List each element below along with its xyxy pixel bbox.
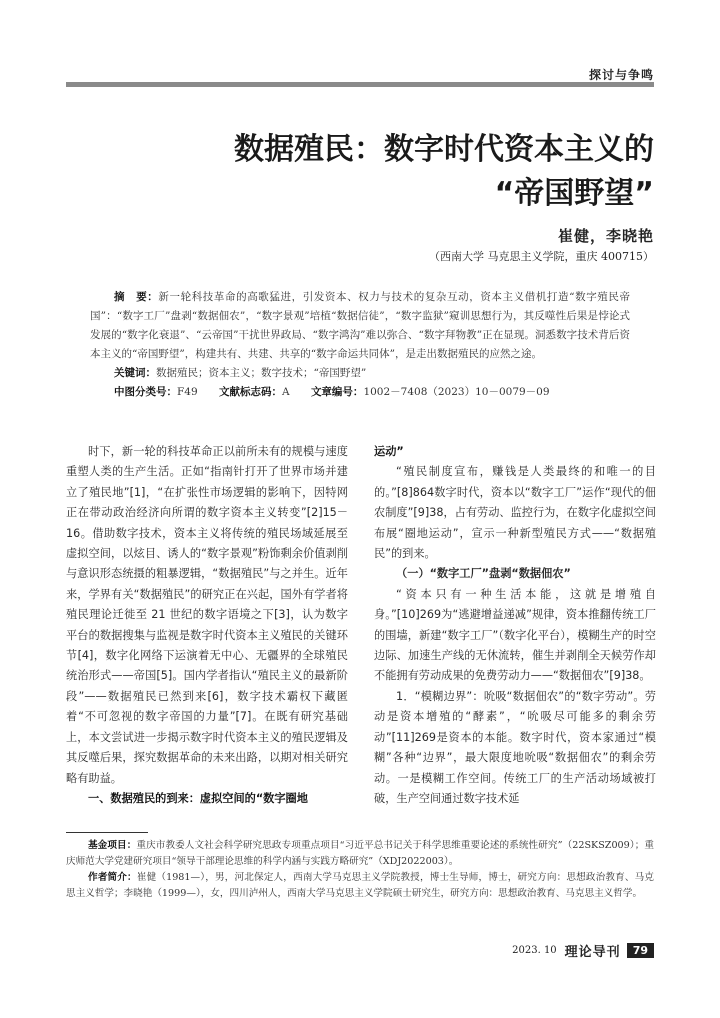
abstract-block [90, 288, 630, 402]
title-line-2: “帝国野望” [494, 176, 654, 211]
abstract-text: 新一轮科技革命的高歌猛进，引发资本、权力与技术的复杂互动，资本主义借机打造“数字殖民帝国”：“数字工厂”盘剥“数据佃农”，“数字景观”培植“数据信徒”，“数字监狱”窥训思想行为，其反噬性后果是悖论式发展的“数字化衰退”、“云帝国”干扰世界政局、“数字鸿沟”难以弥合、“数字拜物教”正在显现。洞悉数字技术背后资本主义的“帝国野望”，构建共有、共建、共享的“数字命运共同体”，是走出数据殖民的应然之途。 [90, 291, 630, 360]
footnote-rule [66, 832, 148, 833]
left-column [66, 442, 348, 832]
fund-note [66, 838, 654, 870]
keywords [90, 364, 630, 383]
abstract [90, 288, 630, 364]
fund-text: 重庆市教委人文社会科学研究思政专项重点项目“习近平总书记关于科学思维重要论述的系统性研究”（22SKSZ009）；重庆师范大学党建研究项目“领导干部理论思维的科学内涵与实践方略研究”（XDJ2022003）。 [66, 840, 654, 867]
section-heading-1-continued: 运动” [374, 445, 404, 458]
doc-code-label: 文献标志码： [219, 386, 282, 398]
page-footer [512, 941, 654, 960]
article-no-value: 1002－7408（2023）10－0079－09 [363, 386, 550, 398]
doc-code-value: A [282, 386, 290, 398]
fund-label: 基金项目： [88, 840, 137, 851]
right-column [374, 442, 656, 832]
subsection-heading: （一）“数字工厂”盘剥“数据佃农” [396, 567, 571, 581]
keywords-text: 数据殖民；资本主义；数字技术；“帝国野望” [156, 367, 367, 379]
journal-name: 理论导刊 [564, 945, 621, 960]
article-no-label: 文章编号： [310, 386, 364, 398]
authors: 崔健，李晓艳 [557, 227, 654, 245]
body-paragraph: 时下，新一轮的科技革命正以前所未有的规模与速度重塑人类的生产生活。正如“指南针打开了世界市场并建立了殖民地”[1]，“在扩张性市场逻辑的影响下，因特网正在带动政治经济向所谓的数字资本主义转变”[2]15－16。借助数字技术，资本主义将传统的殖民场域延展至虚拟空间，以炫目、诱人的“数字景观”粉饰剩余价值剥削与意识形态统摄的粗暴逻辑，“数据殖民”与之并生。近年来，学界有关“数据殖民”的研究正在兴起，国外有学者将殖民理论迁徙至 21 世纪的数字语境之下[3]，认为数字平台的数据搜集与监视是数字时代资本主义殖民的关键环节[4]，数字化网络下运演着无中心、无疆界的全球殖民统治形式——帝国[5]。国内学者指认“殖民主义的最新阶段”——数据殖民已然到来[6]，数字技术霸权下藏匿着“不可忽视的数字帝国的力量”[7]。在既有研究基础上，本文尝试进一步揭示数字时代资本主义的殖民逻辑及其反噬后果，探究数据革命的未来出路，以期对相关研究略有助益。 [66, 445, 348, 785]
affiliation: （西南大学 马克思主义学院，重庆 400715） [429, 250, 654, 263]
section-header: 探讨与争鸣 [588, 68, 654, 82]
header-rule [66, 82, 654, 87]
section-heading-1: 一、数据殖民的到来：虚拟空间的“数字圈地 [88, 791, 308, 805]
abstract-label: 摘 要： [114, 291, 159, 303]
title-line-1: 数据殖民：数字时代资本主义的 [234, 132, 654, 167]
classification-line [90, 383, 630, 402]
footnotes [66, 838, 654, 902]
body-columns [66, 442, 656, 832]
body-paragraph: “殖民制度宣布，赚钱是人类最终的和唯一的目的。”[8]864数字时代，资本以“数字工厂”运作“现代的佃农制度”[9]38，占有劳动、监控行为，在数字化虚拟空间布展“圈地运动”，宣示一种新型殖民方式——“数据殖民”的到来。 [374, 465, 657, 561]
author-note [66, 870, 654, 902]
keywords-label: 关键词： [114, 367, 156, 379]
clc-value: F49 [177, 386, 198, 398]
article-title [94, 128, 654, 216]
page-number: 79 [627, 943, 654, 958]
author-note-text: 崔健（1981—），男，河北保定人，西南大学马克思主义学院教授，博士生导师，博士，研究方向：思想政治教育、马克思主义哲学；李晓艳（1999—），女，四川泸州人，西南大学马克思主义学院硕士研究生，研究方向：思想政治教育、马克思主义哲学。 [66, 872, 655, 899]
clc-label: 中图分类号： [114, 386, 177, 398]
body-paragraph: 1．“模糊边界”：吮吸“数据佃农”的“数字劳动”。劳动是资本增殖的“酵素”，“吮吸尽可能多的剩余劳动”[11]269是资本的本能。数字时代，资本家通过“模糊”各种“边界”，最大限度地吮吸“数据佃农”的剩余劳动。一是模糊工作空间。传统工厂的生产活动场域被打破，生产空间通过数字技术延 [374, 689, 656, 805]
issue-date: 2023. 10 [512, 945, 557, 956]
author-note-label: 作者简介： [88, 872, 137, 883]
body-paragraph: “资本只有一种生活本能，这就是增殖自身。”[10]269为“逃避增益递减”规律，资本推翻传统工厂的围墙，新建“数字工厂”（数字化平台），模糊生产的时空边际、加速生产线的无休流转，催生并剥削全天候劳作却不能拥有劳动成果的免费劳动力——“数据佃农”[9]38。 [374, 587, 656, 683]
